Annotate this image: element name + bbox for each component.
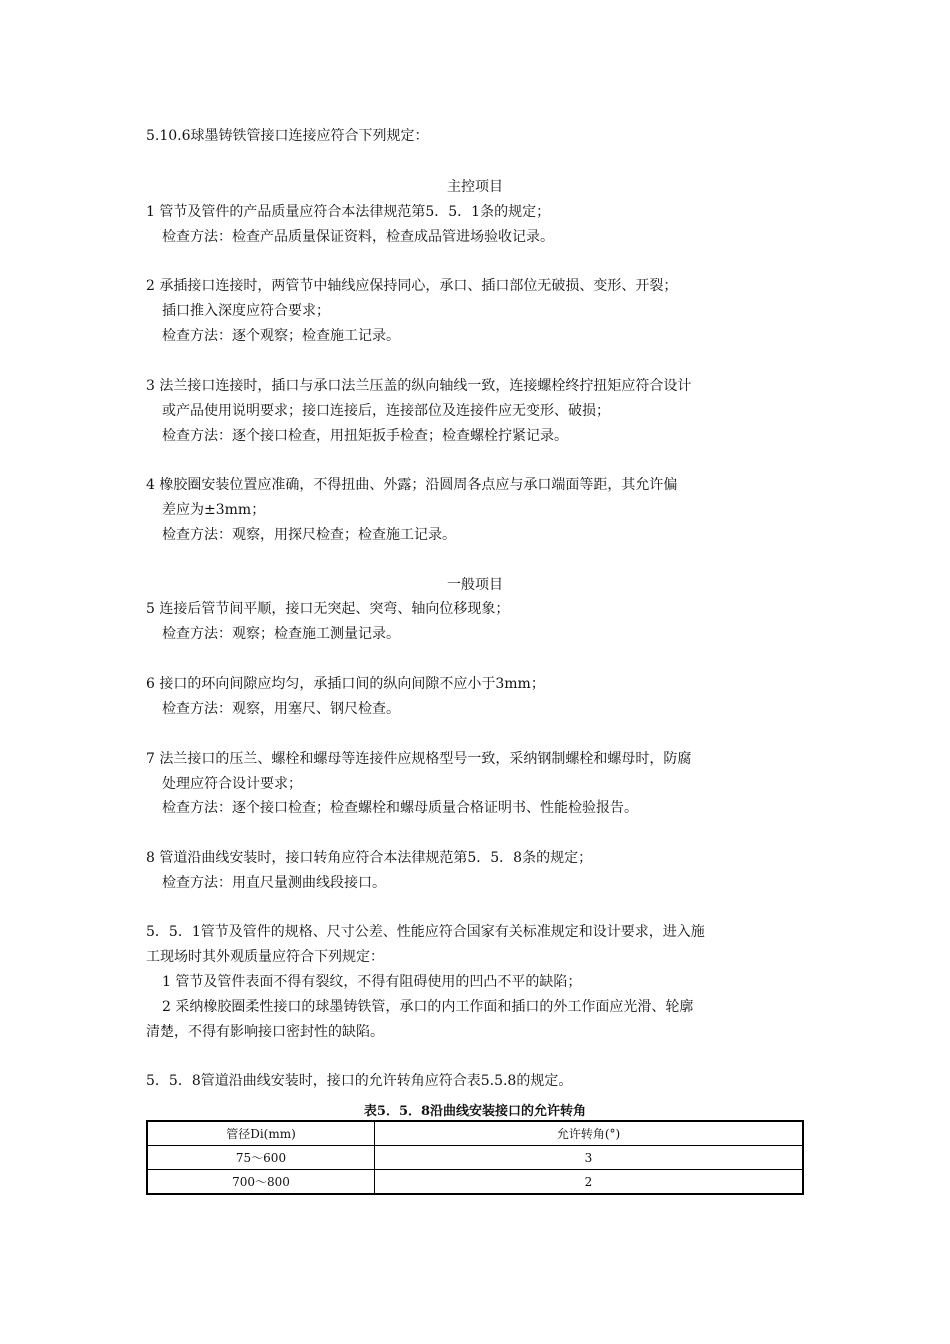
- item-4-check: 检查方法：观察，用探尺检查；检查施工记录。: [162, 527, 456, 543]
- allowed-angle-table: [146, 1120, 804, 1195]
- item-2-check: 检查方法：逐个观察；检查施工记录。: [162, 328, 400, 344]
- cell-diameter: 75～600: [147, 1146, 375, 1170]
- item-2-text-cont: 插口推入深度应符合要求；: [162, 303, 330, 319]
- cell-diameter: 700～800: [147, 1170, 375, 1195]
- item-5-check: 检查方法：观察；检查施工测量记录。: [162, 626, 400, 642]
- table-row: [147, 1170, 803, 1195]
- clause-551-text: 5．5．1管节及管件的规格、尺寸公差、性能应符合国家有关标准规定和设计要求，进入施: [146, 924, 705, 940]
- item-8-check: 检查方法：用直尺量测曲线段接口。: [162, 875, 386, 891]
- item-6-check: 检查方法：观察，用塞尺、钢尺检查。: [162, 701, 400, 717]
- table-header-row: [147, 1121, 803, 1146]
- clause-551-item-1: 1 管节及管件表面不得有裂纹，不得有阻碍使用的凹凸不平的缺陷；: [162, 974, 582, 990]
- clause-551-text-cont: 工现场时其外观质量应符合下列规定：: [146, 949, 384, 965]
- header-pipe-diameter: 管径Di(mm): [147, 1121, 375, 1146]
- item-7-check: 检查方法：逐个接口检查；检查螺栓和螺母质量合格证明书、性能检验报告。: [162, 800, 638, 816]
- clause-558-text: 5．5．8管道沿曲线安装时，接口的允许转角应符合表5.5.8的规定。: [146, 1073, 573, 1089]
- item-7-text-cont: 处理应符合设计要求；: [162, 776, 302, 792]
- section-heading: 5.10.6球墨铸铁管接口连接应符合下列规定：: [146, 128, 429, 144]
- item-1-text: 1 管节及管件的产品质量应符合本法律规范第5．5．1条的规定；: [146, 204, 551, 220]
- item-5-text: 5 连接后管节间平顺，接口无突起、突弯、轴向位移现象；: [146, 601, 510, 617]
- table-row: [147, 1146, 803, 1170]
- item-3-text: 3 法兰接口连接时，插口与承口法兰压盖的纵向轴线一致，连接螺栓终拧扭矩应符合设计: [146, 378, 692, 394]
- item-3-text-cont: 或产品使用说明要求；接口连接后，连接部位及连接件应无变形、破损；: [162, 403, 610, 419]
- item-4-text: 4 橡胶圈安装位置应准确，不得扭曲、外露；沿圆周各点应与承口端面等距，其允许偏: [146, 477, 678, 493]
- clause-551-item-2-cont: 清楚，不得有影响接口密封性的缺陷。: [146, 1024, 384, 1040]
- cell-angle: 3: [375, 1146, 804, 1170]
- table-caption: 表5．5．8沿曲线安装接口的允许转角: [363, 1104, 587, 1119]
- item-4-text-cont: 差应为±3mm；: [162, 502, 266, 518]
- item-3-check: 检查方法：逐个接口检查，用扭矩扳手检查；检查螺栓拧紧记录。: [162, 428, 568, 444]
- item-2-text: 2 承插接口连接时，两管节中轴线应保持同心，承口、插口部位无破损、变形、开裂；: [146, 278, 678, 294]
- general-items-title: 一般项目: [447, 577, 503, 593]
- cell-angle: 2: [375, 1170, 804, 1195]
- clause-551-item-2: 2 采纳橡胶圈柔性接口的球墨铸铁管，承口的内工作面和插口的外工作面应光滑、轮廓: [162, 999, 694, 1015]
- item-7-text: 7 法兰接口的压兰、螺栓和螺母等连接件应规格型号一致，采纳钢制螺栓和螺母时，防腐: [146, 751, 692, 767]
- item-8-text: 8 管道沿曲线安装时，接口转角应符合本法律规范第5．5．8条的规定；: [146, 850, 593, 866]
- item-6-text: 6 接口的环向间隙应均匀，承插口间的纵向间隙不应小于3mm；: [146, 676, 545, 692]
- main-items-title: 主控项目: [447, 179, 503, 195]
- item-1-check: 检查方法：检查产品质量保证资料，检查成品管进场验收记录。: [162, 229, 554, 245]
- header-allowed-angle: 允许转角(°): [375, 1121, 804, 1146]
